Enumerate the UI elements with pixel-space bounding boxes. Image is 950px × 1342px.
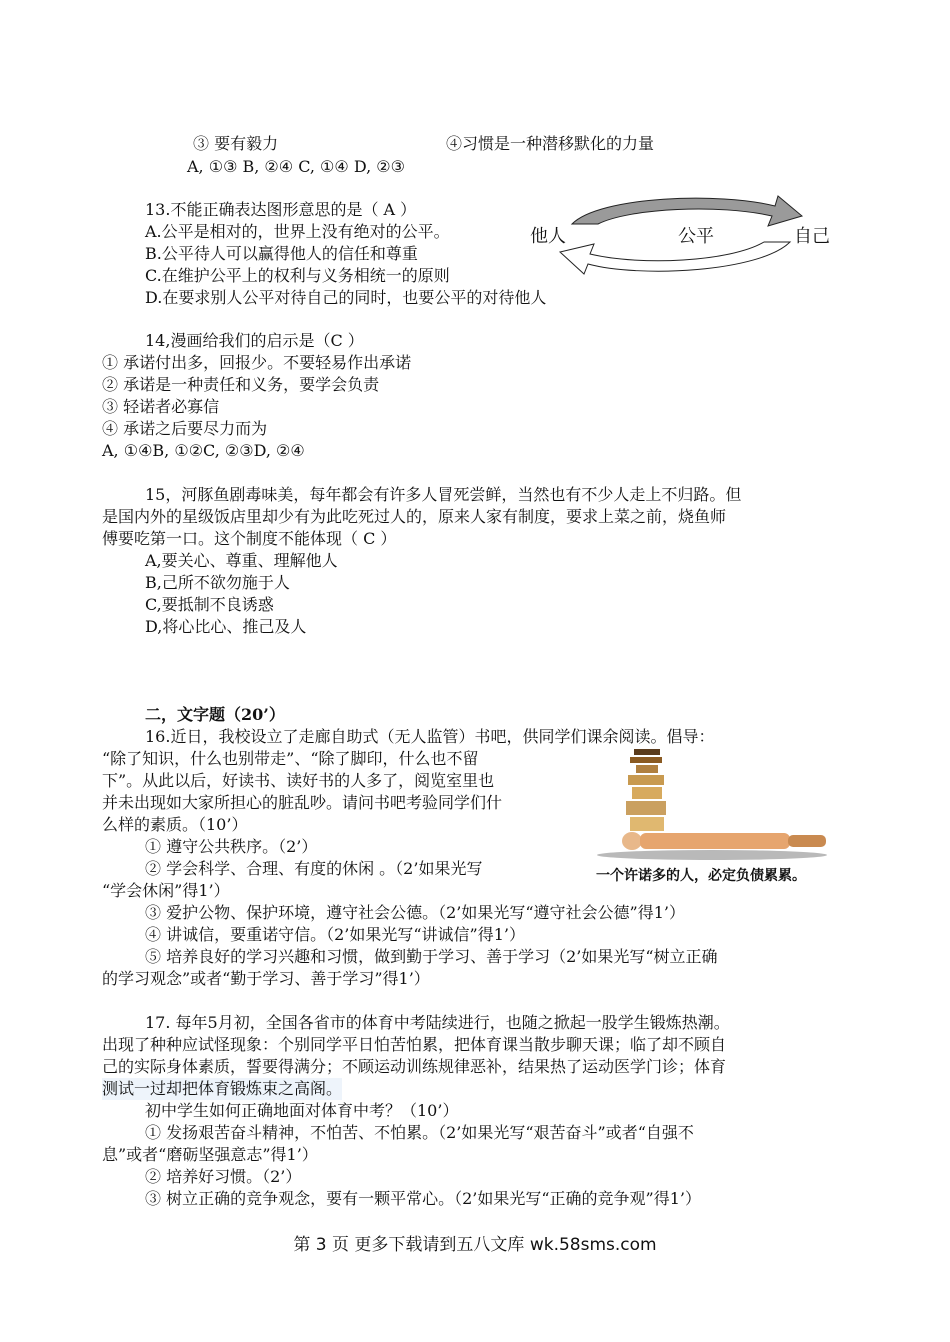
q13-option-a: A.公平是相对的，世界上没有绝对的公平。 (145, 222, 450, 241)
q16-answer-2: ② 学会科学、合理、有度的休闲 。（2’如果光写 (145, 859, 483, 878)
q17-answer-1-cont: 息”或者“磨砺坚强意志”得1’） (102, 1145, 318, 1164)
q15-option-d: D,将心比心、推己及人 (145, 617, 307, 636)
q14-stem: 14,漫画给我们的启示是（C ） (145, 331, 364, 350)
q15-stem-line2: 是国内外的星级饭店里却少有为此吃死过人的，原来人家有制度，要求上菜之前，烧鱼师 (102, 507, 727, 526)
q17-answer-1: ① 发扬艰苦奋斗精神，不怕苦、不怕累。（2’如果光写“艰苦奋斗”或者“自强不 (145, 1123, 694, 1142)
q13-option-b: B.公平待人可以赢得他人的信任和尊重 (145, 244, 418, 263)
q17-question: 初中学生如何正确地面对体育中考？（10’） (145, 1101, 459, 1120)
q16-answer-1: ① 遵守公共秩序。（2’） (145, 837, 318, 856)
q14-item-3: ③ 轻诺者必寡信 (102, 397, 220, 416)
q15-option-b: B,己所不欲勿施于人 (145, 573, 290, 592)
q17-answer-2: ② 培养好习惯。（2’） (145, 1167, 302, 1186)
q16-answer-2-cont: “学会休闲”得1’） (102, 881, 230, 900)
diagram-label-self: 自己 (794, 226, 830, 247)
q16-stem-line4: 并未出现如大家所担心的脏乱吵。请问书吧考验同学们什 (102, 793, 503, 812)
q12-choices: A, ①③ B, ②④ C, ①④ D, ②③ (187, 157, 405, 176)
q12-option-4: ④习惯是一种潜移默化的力量 (446, 134, 655, 153)
page-footer: 第 3 页 更多下载请到五八文库 wk.58sms.com (293, 1235, 657, 1255)
section-heading: 二，文字题（20’） (145, 705, 285, 724)
diagram-label-others: 他人 (530, 226, 566, 247)
q13-stem: 13.不能正确表达图形意思的是（ A ） (145, 200, 417, 219)
q16-stem-line2: “除了知识，什么也别带走”、“除了脚印，什么也不留 (102, 749, 479, 768)
q16-stem-line5: 么样的素质。（10’） (102, 815, 248, 834)
q14-item-1: ① 承诺付出多，回报少。不要轻易作出承诺 (102, 353, 412, 372)
q15-stem-line3: 傅要吃第一口。这个制度不能体现（ C ） (102, 529, 397, 548)
q12-option-3: ③ 要有毅力 (193, 134, 279, 153)
diagram-label-fairness: 公平 (678, 226, 714, 247)
q14-item-4: ④ 承诺之后要尽力而为 (102, 419, 268, 438)
q16-answer-5-cont: 的学习观念”或者“勤于学习、善于学习”得1’） (102, 969, 430, 988)
q14-item-2: ② 承诺是一种责任和义务，要学会负责 (102, 375, 380, 394)
q15-option-a: A,要关心、尊重、理解他人 (145, 551, 338, 570)
q15-stem-line1: 15，河豚鱼剧毒味美，每年都会有许多人冒死尝鲜，当然也有不少人走上不归路。但 (145, 485, 742, 504)
q17-stem-line1: 17. 每年5月初，全国各省市的体育中考陆续进行，也随之掀起一股学生锻炼热潮。 (145, 1013, 730, 1032)
q17-stem-line4: 测试一过却把体育锻炼束之高阁。 (102, 1079, 343, 1098)
q16-answer-4: ④ 讲诚信，要重诺守信。（2’如果光写“讲诚信”得1’） (145, 925, 525, 944)
q16-answer-3: ③ 爱护公物、保护环境，遵守社会公德。（2’如果光写“遵守社会公德”得1’） (145, 903, 685, 922)
q17-stem-line3: 己的实际身体素质，誓要得满分；不顾运动训练规律恶补，结果热了运动医学门诊；体育 (102, 1057, 727, 1076)
q14-choices: A, ①④B, ①②C, ②③D, ②④ (102, 441, 305, 460)
cartoon-caption: 一个许诺多的人，必定负债累累。 (596, 868, 806, 884)
q16-answer-5: ⑤ 培养良好的学习兴趣和习惯，做到勤于学习、善于学习（2’如果光写“树立正确 (145, 947, 718, 966)
q17-answer-3: ③ 树立正确的竞争观念，要有一颗平常心。（2’如果光写“正确的竞争观”得1’） (145, 1189, 701, 1208)
cartoon-figure (592, 745, 832, 893)
fairness-diagram (520, 192, 840, 282)
q13-option-d: D.在要求别人公平对待自己的同时，也要公平的对待他人 (145, 288, 547, 307)
q15-option-c: C,要抵制不良诱惑 (145, 595, 274, 614)
q16-stem-line1: 16.近日，我校设立了走廊自助式（无人监管）书吧，供同学们课余阅读。倡导： (145, 727, 715, 746)
q16-stem-line3: 下”。从此以后，好读书、读好书的人多了，阅览室里也 (102, 771, 495, 790)
q13-option-c: C.在维护公平上的权利与义务相统一的原则 (145, 266, 450, 285)
q17-stem-line2: 出现了种种应试怪现象：个别同学平日怕苦怕累，把体育课当散步聊天课；临了却不顾自 (102, 1035, 727, 1054)
